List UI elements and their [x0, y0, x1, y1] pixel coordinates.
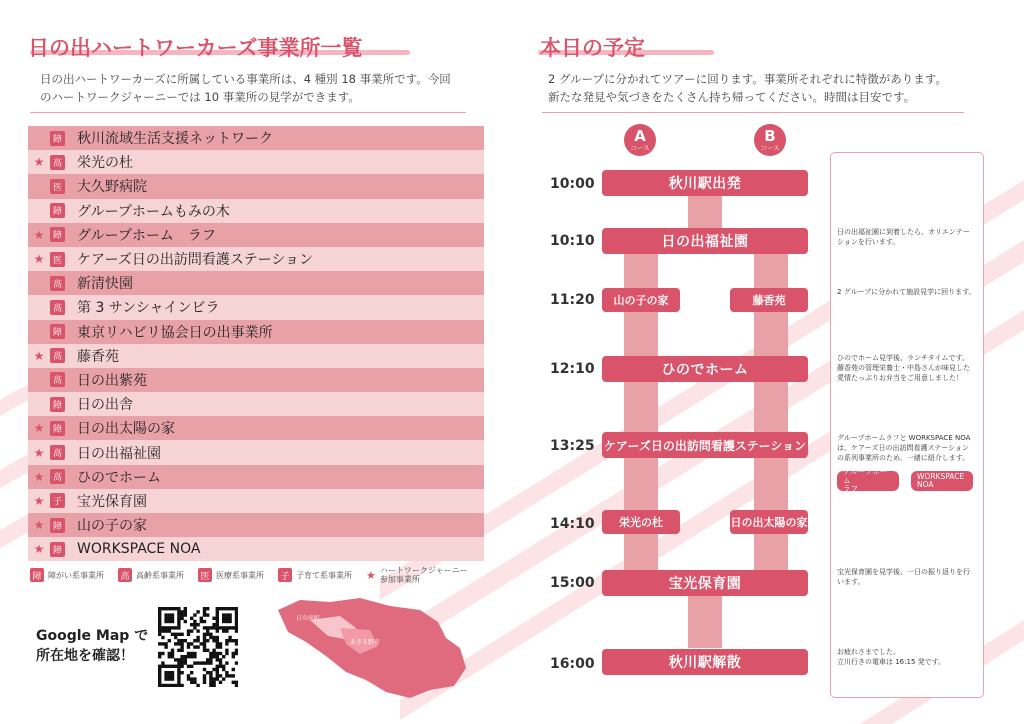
course-a-marker: [624, 124, 656, 156]
elderly-badge: 高: [118, 568, 132, 582]
note-line: の系列事業所のため、一緒に紹介します。: [837, 454, 970, 462]
facility-intro: [40, 70, 480, 106]
stop-a-eikou[interactable]: 栄光の杜: [602, 510, 680, 534]
facility-name: 東京リハビリ協会日の出事業所: [77, 324, 273, 341]
facility-row[interactable]: [28, 392, 484, 416]
connector-a: [624, 456, 658, 510]
legend-label: [380, 566, 468, 584]
facility-type-badge: 子: [50, 493, 65, 508]
map-label-akiruno: あきる野市: [350, 639, 381, 646]
legend-label: 子育て系事業所: [296, 570, 352, 580]
divider: [30, 112, 466, 113]
legend: [30, 566, 482, 584]
participant-star-icon: ★: [33, 469, 45, 484]
stop-cares[interactable]: ケアーズ日の出訪問看護ステーション: [602, 432, 808, 458]
chip-line: NOA: [917, 480, 934, 489]
connector-b: [754, 456, 788, 510]
note-line: ションを行います。: [837, 238, 900, 246]
facility-name: 第 3 サンシャインビラ: [77, 300, 220, 317]
course-label: コース: [760, 143, 780, 152]
stop-hinode-home[interactable]: ひのでホーム: [602, 356, 808, 382]
divider: [542, 112, 964, 113]
facility-row[interactable]: [28, 440, 484, 464]
participant-star-icon: ★: [33, 542, 45, 557]
connector-a: [624, 380, 658, 434]
connector-b: [754, 254, 788, 288]
participant-star-icon: ★: [33, 155, 45, 170]
intro-line-2: 新たな発見や気づきをたくさん持ち帰ってください。時間は目安です。: [548, 90, 916, 104]
facility-row[interactable]: [28, 174, 484, 198]
course-label: コース: [630, 143, 650, 152]
facility-name: 宝光保育園: [77, 493, 147, 510]
connector-b: [754, 534, 788, 570]
connector-a: [624, 534, 658, 570]
stop-b-fujikaen[interactable]: 藤香苑: [730, 288, 808, 312]
note-line: 日の出福祉園に到着したら、オリエンテー: [837, 228, 970, 236]
note-1010: [837, 227, 979, 247]
time-1500: 15:00: [550, 575, 595, 591]
facility-type-badge: 医: [50, 179, 65, 194]
connector: [688, 194, 722, 228]
connector-a: [624, 312, 658, 356]
note-line: 立川行きの電車は 16:15 発です。: [837, 658, 946, 666]
intro-line-1: 2 グループに分かれてツアーに回ります。事業所それぞれに特徴があります。: [548, 72, 947, 86]
legend-label-line1: ハートワークジャーニー: [379, 566, 468, 575]
note-line: 宝光保育園を見学後、一日の振り返りを行: [837, 568, 970, 576]
stop-b-taiyou[interactable]: 日の出太陽の家: [730, 510, 808, 534]
note-1210: [837, 353, 979, 383]
facility-row[interactable]: [28, 489, 484, 513]
map-label-hinode: 日の出町: [296, 615, 321, 622]
connector-a: [624, 254, 658, 288]
google-map-caption: [36, 626, 148, 666]
facility-list-title: 日の出ハートワーカーズ事業所一覧: [28, 36, 363, 60]
facility-row[interactable]: [28, 295, 484, 319]
time-1325: 13:25: [550, 438, 595, 454]
legend-disability: [30, 568, 104, 582]
disability-badge: 障: [30, 568, 44, 582]
facility-type-badge: 高: [50, 276, 65, 291]
facility-row[interactable]: [28, 368, 484, 392]
facility-row[interactable]: [28, 513, 484, 537]
facility-type-badge: 障: [50, 518, 65, 533]
facility-name: グループホームもみの木: [77, 203, 230, 220]
stop-a-yamanoko[interactable]: 山の子の家: [602, 288, 680, 312]
legend-participant: [366, 566, 468, 584]
time-1410: 14:10: [550, 516, 595, 532]
facility-row[interactable]: [28, 126, 484, 150]
note-1600: [837, 647, 979, 667]
stop-fukushien[interactable]: 日の出福祉園: [602, 228, 808, 254]
time-1600: 16:00: [550, 656, 595, 672]
facility-type-badge: 障: [50, 397, 65, 412]
schedule-intro: [548, 70, 998, 106]
stop-end[interactable]: 秋川駅解散: [602, 649, 808, 675]
facility-type-badge: 障: [50, 203, 65, 218]
note-line: ひのでホーム見学後、ランチタイムです。: [837, 354, 969, 362]
participant-star-icon: ★: [33, 421, 45, 436]
facility-name: 日の出舎: [77, 397, 133, 414]
connector-b: [754, 380, 788, 434]
facility-type-badge: 障: [50, 542, 65, 557]
facility-type-badge: 障: [50, 227, 65, 242]
qr-code-icon[interactable]: [158, 607, 238, 687]
stop-start[interactable]: 秋川駅出発: [602, 170, 808, 196]
facility-type-badge: 高: [50, 300, 65, 315]
gmap-line-2: 所在地を確認！: [36, 648, 134, 664]
child-badge: 子: [278, 568, 292, 582]
area-map-icon: [270, 592, 470, 702]
facility-name: 日の出紫苑: [77, 372, 147, 389]
facility-row[interactable]: [28, 247, 484, 271]
legend-medical: [198, 568, 264, 582]
facility-type-badge: 医: [50, 252, 65, 267]
facility-row[interactable]: [28, 416, 484, 440]
chip-workspace-noa[interactable]: [911, 471, 973, 491]
facility-type-badge: 高: [50, 155, 65, 170]
chip-line: ラフ: [843, 484, 858, 494]
star-icon: ★: [366, 568, 376, 582]
legend-child: [278, 568, 352, 582]
note-line: は、ケアーズ日の出訪問看護ステーション: [837, 444, 970, 452]
participant-star-icon: ★: [33, 493, 45, 508]
participant-star-icon: ★: [33, 518, 45, 533]
facility-name: 秋川流域生活支援ネットワーク: [77, 131, 273, 148]
time-1120: 11:20: [550, 292, 595, 308]
note-1325: [837, 433, 979, 463]
course-letter: B: [764, 126, 776, 145]
facility-name: 新清快園: [77, 276, 133, 293]
time-1000: 10:00: [550, 176, 595, 192]
facility-row[interactable]: [28, 344, 484, 368]
facility-row[interactable]: [28, 150, 484, 174]
facility-type-badge: 障: [50, 324, 65, 339]
facility-name: ひのでホーム: [77, 469, 161, 486]
facility-name: ケアーズ日の出訪問看護ステーション: [77, 252, 314, 269]
note-line: お疲れさまでした。: [837, 648, 900, 656]
note-1120: 2 グループに分かれて施設見学に回ります。: [837, 288, 976, 296]
facility-type-badge: 障: [50, 421, 65, 436]
facility-row[interactable]: [28, 199, 484, 223]
facility-row[interactable]: [28, 465, 484, 489]
facility-type-badge: 高: [50, 445, 65, 460]
legend-label-line2: 参加事業所: [379, 575, 420, 584]
facility-name: グループホーム ラフ: [77, 227, 216, 244]
course-letter: A: [634, 126, 646, 145]
chip-group-home-raf[interactable]: [837, 467, 899, 494]
facility-name: 山の子の家: [77, 518, 147, 535]
connector: [688, 594, 722, 648]
note-line: グループホームラフと WORKSPACE NOA: [837, 434, 971, 442]
legend-label: 高齢系事業所: [136, 570, 184, 580]
time-1010: 10:10: [550, 233, 595, 249]
schedule-page: [512, 0, 1024, 724]
legend-label: 障がい系事業所: [48, 570, 104, 580]
stop-hokou[interactable]: 宝光保育園: [602, 570, 808, 596]
time-1210: 12:10: [550, 361, 595, 377]
facility-name: 日の出福祉園: [77, 445, 161, 462]
gmap-line-1: Google Map で: [36, 628, 149, 644]
facility-name: 藤香苑: [77, 348, 119, 365]
facility-row[interactable]: [28, 271, 484, 295]
medical-badge: 医: [198, 568, 212, 582]
note-line: 愛情たっぷりお弁当をご用意しました！: [837, 374, 963, 382]
participant-star-icon: ★: [33, 227, 45, 242]
participant-star-icon: ★: [33, 348, 45, 363]
facility-type-badge: 高: [50, 348, 65, 363]
course-b-marker: [754, 124, 786, 156]
facility-row[interactable]: [28, 537, 484, 561]
intro-line-2: のハートワークジャーニーでは 10 事業所の見学ができます。: [40, 90, 360, 104]
facility-row[interactable]: [28, 223, 484, 247]
participant-star-icon: ★: [33, 445, 45, 460]
schedule-title: 本日の予定: [540, 36, 645, 60]
note-line: 藤香苑の管理栄養士・中島さんが味見した: [837, 364, 970, 372]
legend-label: 医療系事業所: [216, 570, 264, 580]
facility-name: WORKSPACE NOA: [77, 541, 201, 558]
intro-line-1: 日の出ハートワーカーズに所属している事業所は、4 種別 18 事業所です。今回: [40, 72, 451, 86]
chip-line: グループホーム: [843, 467, 888, 485]
chip-line: WORKSPACE: [917, 471, 965, 481]
facility-type-badge: 高: [50, 469, 65, 484]
notes-panel: [830, 152, 984, 698]
facility-name: 大久野病院: [77, 179, 147, 196]
facility-type-badge: 障: [50, 131, 65, 146]
participant-star-icon: ★: [33, 252, 45, 267]
facility-row[interactable]: [28, 320, 484, 344]
facility-list: [28, 126, 484, 561]
legend-elderly: [118, 568, 184, 582]
connector-b: [754, 312, 788, 356]
facility-type-badge: 高: [50, 372, 65, 387]
note-line: います。: [837, 578, 865, 586]
facility-name: 栄光の杜: [77, 155, 133, 172]
facility-name: 日の出太陽の家: [77, 421, 175, 438]
note-1500: [837, 567, 979, 587]
